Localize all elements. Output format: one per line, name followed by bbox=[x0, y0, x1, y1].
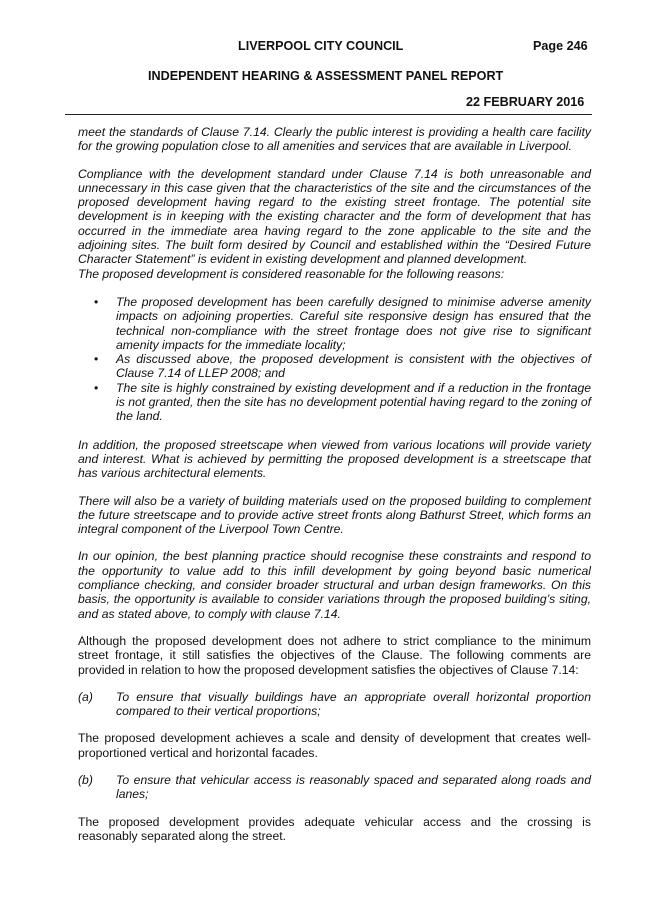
list-item: • The proposed development has been carefully designed to minimise adverse amenity impacts on adjoining properties. Careful site responsive design has ensured that the technical non-compliance with the street frontage does not give rise to significant amenity impacts for the immediate locality; bbox=[94, 294, 591, 352]
clause-a-text: To ensure that visually buildings have an appropriate overall horizontal proportion compared to their vertical proportions; bbox=[116, 689, 591, 719]
clause-b-label: (b) bbox=[78, 772, 93, 787]
paragraph-6: Although the proposed development does not adhere to strict compliance to the minimum street frontage, it still satisfies the objectives of the Clause. The following comments are provided in relation to how the proposed development satisfies the objectives of Clause 7.14: bbox=[78, 633, 591, 677]
clause-a-label: (a) bbox=[78, 689, 93, 704]
paragraph-8: The proposed development provides adequate vehicular access and the crossing is reasonably separated along the street. bbox=[78, 814, 591, 843]
paragraph-2-reasons: The proposed development is considered reasonable for the following reasons: bbox=[78, 266, 505, 281]
paragraph-4: There will also be a variety of building materials used on the proposed building to complement the future streetscape and to provide active street fronts along Bathurst Street, which forms an integral component of the Liverpool Town Centre. bbox=[78, 493, 591, 537]
body-content bbox=[78, 125, 591, 856]
report-date: 22 FEBRUARY 2016 bbox=[466, 95, 585, 109]
bullet-icon: • bbox=[94, 380, 99, 395]
paragraph-1: meet the standards of Clause 7.14. Clearly the public interest is providing a health care facility for the growing population close to all amenities and services that are available in Liverpool. bbox=[78, 125, 591, 154]
clause-b bbox=[78, 773, 591, 802]
paragraph-2: Compliance with the development standard under Clause 7.14 is both unreasonable and unnecessary in this case given that the characteristics of the site and the circumstances of the proposed development having regard to the existing street frontage. The potential site development is in keeping with the existing character and the form of development that has occurred in the immediate area having regard to the zone applicable to the site and the adjoining sites. The built form desired by Council and established within the “Desired Future Character Statement” is evident in existing development and planned development. bbox=[78, 166, 591, 267]
paragraph-7: The proposed development achieves a scale and density of development that creates well-proportioned vertical and horizontal facades. bbox=[78, 731, 591, 760]
bullet-icon: • bbox=[94, 352, 99, 367]
header-divider bbox=[65, 114, 592, 115]
paragraph-5: In our opinion, the best planning practice should recognise these constraints and respond to the opportunity to value add to this infill development by going beyond basic numerical compliance checking, and consider broader structural and urban design frameworks. On this basis, the opportunity is available to consider variations through the proposed building’s siting, and as stated above, to comply with clause 7.14. bbox=[78, 549, 591, 621]
council-name: LIVERPOOL CITY COUNCIL bbox=[238, 39, 404, 53]
paragraph-3: In addition, the proposed streetscape when viewed from various locations will provide variety and interest. What is achieved by permitting the proposed development is a streetscape that has various architectural elements. bbox=[78, 437, 591, 481]
report-title: INDEPENDENT HEARING & ASSESSMENT PANEL REPORT bbox=[148, 69, 504, 83]
reasons-list bbox=[78, 295, 591, 424]
clause-b-text: To ensure that vehicular access is reasonably spaced and separated along roads and lanes; bbox=[116, 772, 591, 802]
bullet-icon: • bbox=[94, 294, 99, 309]
list-item: • The site is highly constrained by existing development and if a reduction in the frontage is not granted, then the site has no development potential having regard to the zoning of the land. bbox=[94, 380, 591, 424]
page-number: Page 246 bbox=[533, 39, 588, 53]
list-item: • As discussed above, the proposed development is consistent with the objectives of Clause 7.14 of LLEP 2008; and bbox=[94, 352, 591, 381]
clause-a bbox=[78, 690, 591, 719]
